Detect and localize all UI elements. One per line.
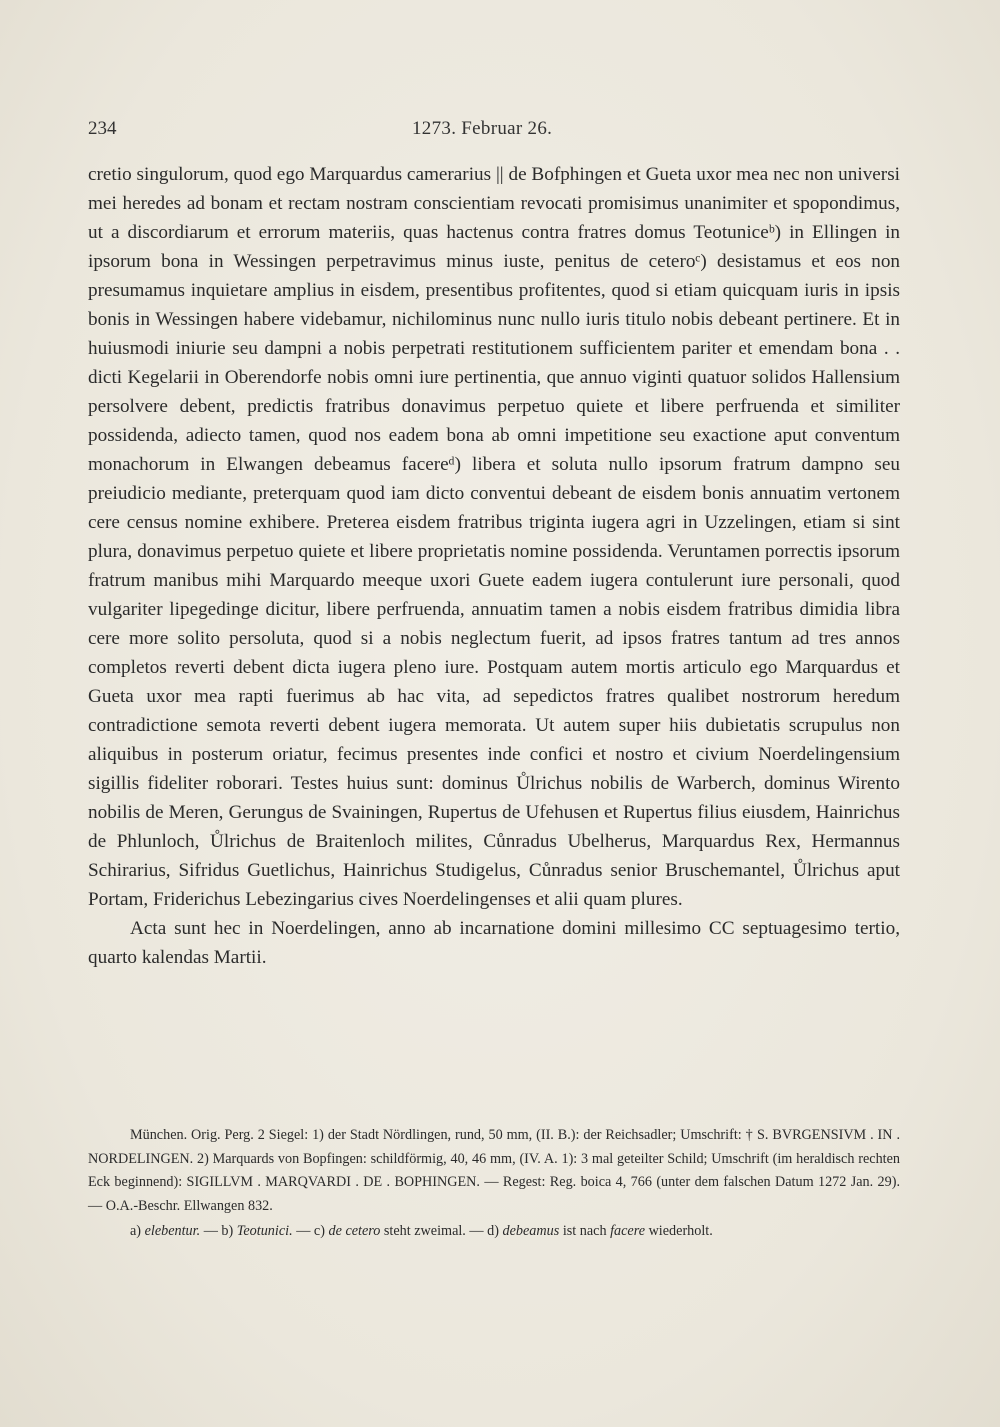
charter-paragraph-dating: Acta sunt hec in Noerdelingen, anno ab incarnatione domini millesimo CC septuagesimo tertio, quarto kalendas Martii. <box>88 918 900 968</box>
note-d-mid: ist nach <box>562 1223 607 1239</box>
charter-text <box>88 160 900 972</box>
page-header <box>88 118 900 146</box>
note-b-label: — b) <box>203 1223 234 1239</box>
note-b-word: Teotunici. <box>236 1223 293 1239</box>
note-d-rest: wiederholt. <box>648 1223 713 1239</box>
note-d-label: — d) <box>469 1223 499 1239</box>
note-c-word: de cetero <box>328 1223 381 1239</box>
note-d-word2: facere <box>610 1223 646 1239</box>
footnotes <box>88 1124 900 1244</box>
note-d-word: debeamus <box>502 1223 560 1239</box>
note-c-label: — c) <box>296 1223 325 1239</box>
note-c-rest: steht zweimal. <box>383 1223 466 1239</box>
charter-paragraph-main: cretio singulorum, quod ego Marquardus camerarius || de Bofphingen et Gueta uxor mea nec non universi mei heredes ad bonam et rectam nostram conscientiam revocati promisimus unanimiter et spopondimus, ut a discordiarum et errorum materiis, quas hactenus contra fratres domus Teotuniceᵇ) in Ellingen in ipsorum bona in Wessingen perpetravimus minus iuste, penitus de ceteroᶜ) desistamus et eos non presumamus inquietare amplius in eisdem, presentibus profitentes, quod si etiam quicquam iuris in ipsis bonis in Wessingen habere videbamur, nichilominus nunc nullo iuris titulo nobis debeant pertinere. Et in huiusmodi iniurie seu dampni a nobis perpetrati restitutionem sufficientem pariter et emendam bona . . dicti Kegelarii in Oberendorfe nobis omni iure pertinentia, que annuo viginti quatuor solidos Hallensium persolvere debent, predictis fratribus donavimus perpetuo quiete et libere perfruenda et similiter possidenda, adiecto tamen, quod nos eadem bona ab omni impetitione seu exactione aput conventum monachorum in Elwangen debeamus facereᵈ) libera et soluta nullo ipsorum fratrum dampno seu preiudicio mediante, preterquam quod iam dicto conventui debeant de eisdem bonis annuatim vertonem cere census nomine exhibere. Preterea eisdem fratribus triginta iugera agri in Uzzelingen, etiam si sint plura, donavimus perpetuo quiete et libere proprietatis nomine possidenda. Veruntamen porrectis ipsorum fratrum manibus mihi Marquardo meeque uxori Guete eadem iugera contulerunt iure personali, quod vulgariter lipegedinge dicitur, libere perfruenda, annuatim tamen a nobis eisdem fratribus dimidia libra cere more solito persoluta, quod si a nobis neglectum fuerit, ad ipsos fratres tantum ad tres annos completos reverti debent dicta iugera pleno iure. Postquam autem mortis articulo ego Marquardus et Gueta uxor mea rapti fuerimus ab hac vita, ad sepedictos fratres qualibet nostrorum heredum contradictione semota reverti debent iugera memorata. Ut autem super hiis dubietatis scrupulus non aliquibus in posterum oriatur, fecimus presentes inde confici et nostro et civium Noerdelingensium sigillis fideliter roborari. Testes huius sunt: dominus Ůlrichus nobilis de Warberch, dominus Wirento nobilis de Meren, Gerungus de Svainingen, Rupertus de Ufehusen et Rupertus filius eiusdem, Hainrichus de Phlunloch, Ůlrichus de Braitenloch milites, Cůnradus Ubelherus, Marquardus Rex, Hermannus Schirarius, Sifridus Guetlichus, Hainrichus Studigelus, Cůnradus senior Bruschemantel, Ůlrichus aput Portam, Friderichus Lebezingarius cives Noerdelingenses et alii quam plures. <box>88 164 900 910</box>
source-note: München. Orig. Perg. 2 Siegel: 1) der Stadt Nördlingen, rund, 50 mm, (II. B.): der Reichsadler; Umschrift: † S. BVRGENSIVM . IN . NORDELINGEN. 2) Marquards von Bopfingen: schildförmig, 40, 46 mm, (IV. A. 1): 3 mal geteilter Schild; Umschrift (im heraldisch rechten Eck beginnend): SIGILLVM . MARQVARDI . DE . BOPHINGEN. — Regest: Reg. boica 4, 766 (unter dem falschen Datum 1272 Jan. 29). — O.A.-Beschr. Ellwangen 832. <box>88 1127 900 1214</box>
page-number: 234 <box>88 118 117 139</box>
textual-notes <box>88 1220 900 1244</box>
note-a-label: a) <box>130 1223 142 1239</box>
running-head: 1273. Februar 26. <box>412 118 553 139</box>
note-a-word: elebentur. <box>144 1223 201 1239</box>
